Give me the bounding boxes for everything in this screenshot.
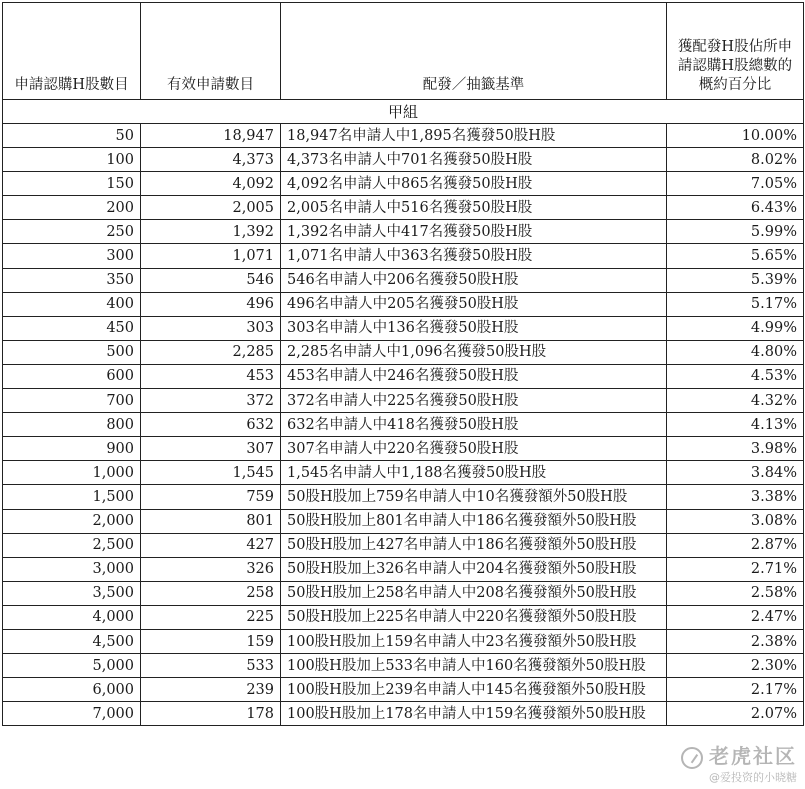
cell-percentage: 4.32%	[667, 389, 804, 413]
table-row	[3, 654, 804, 678]
cell-shares: 450	[3, 316, 141, 340]
table-row	[3, 148, 804, 172]
cell-shares: 5,000	[3, 654, 141, 678]
cell-percentage: 4.80%	[667, 340, 804, 364]
watermark-main-text: 老虎社区	[709, 744, 797, 768]
table-row	[3, 340, 804, 364]
cell-shares: 7,000	[3, 702, 141, 726]
cell-valid-applications: 533	[141, 654, 281, 678]
table-row	[3, 629, 804, 653]
cell-shares: 400	[3, 292, 141, 316]
cell-percentage: 2.58%	[667, 581, 804, 605]
cell-valid-applications: 427	[141, 533, 281, 557]
cell-shares: 700	[3, 389, 141, 413]
table-row	[3, 316, 804, 340]
cell-allocation-basis: 372名申請人中225名獲發50股H股	[281, 389, 667, 413]
cell-allocation-basis: 50股H股加上801名申請人中186名獲發額外50股H股	[281, 509, 667, 533]
cell-percentage: 4.99%	[667, 316, 804, 340]
table-row	[3, 509, 804, 533]
cell-percentage: 5.65%	[667, 244, 804, 268]
cell-percentage: 3.08%	[667, 509, 804, 533]
cell-allocation-basis: 1,545名申請人中1,188名獲發50股H股	[281, 461, 667, 485]
table-row	[3, 702, 804, 726]
cell-percentage: 4.13%	[667, 413, 804, 437]
cell-shares: 150	[3, 172, 141, 196]
table-row	[3, 678, 804, 702]
cell-allocation-basis: 453名申請人中246名獲發50股H股	[281, 364, 667, 388]
cell-allocation-basis: 100股H股加上178名申請人中159名獲發額外50股H股	[281, 702, 667, 726]
cell-allocation-basis: 100股H股加上239名申請人中145名獲發額外50股H股	[281, 678, 667, 702]
cell-allocation-basis: 50股H股加上759名申請人中10名獲發額外50股H股	[281, 485, 667, 509]
cell-valid-applications: 453	[141, 364, 281, 388]
table-row	[3, 461, 804, 485]
cell-shares: 4,000	[3, 605, 141, 629]
cell-shares: 4,500	[3, 629, 141, 653]
cell-allocation-basis: 307名申請人中220名獲發50股H股	[281, 437, 667, 461]
cell-percentage: 3.84%	[667, 461, 804, 485]
watermark-title	[681, 740, 797, 769]
cell-valid-applications: 307	[141, 437, 281, 461]
cell-shares: 800	[3, 413, 141, 437]
table-row	[3, 124, 804, 148]
header-shares: 申請認購H股數目	[3, 3, 141, 100]
cell-allocation-basis: 50股H股加上427名申請人中186名獲發額外50股H股	[281, 533, 667, 557]
table-row	[3, 292, 804, 316]
cell-valid-applications: 258	[141, 581, 281, 605]
cell-valid-applications: 1,071	[141, 244, 281, 268]
cell-valid-applications: 1,545	[141, 461, 281, 485]
header-allocation-basis: 配發／抽籤基準	[281, 3, 667, 100]
cell-percentage: 2.47%	[667, 605, 804, 629]
table-row	[3, 557, 804, 581]
cell-allocation-basis: 100股H股加上533名申請人中160名獲發額外50股H股	[281, 654, 667, 678]
table-row	[3, 220, 804, 244]
cell-shares: 2,500	[3, 533, 141, 557]
table-row	[3, 172, 804, 196]
table-row	[3, 364, 804, 388]
cell-valid-applications: 2,285	[141, 340, 281, 364]
cell-allocation-basis: 1,071名申請人中363名獲發50股H股	[281, 244, 667, 268]
cell-valid-applications: 2,005	[141, 196, 281, 220]
group-label: 甲組	[3, 100, 804, 124]
cell-percentage: 5.99%	[667, 220, 804, 244]
cell-percentage: 6.43%	[667, 196, 804, 220]
cell-allocation-basis: 303名申請人中136名獲發50股H股	[281, 316, 667, 340]
cell-valid-applications: 632	[141, 413, 281, 437]
cell-allocation-basis: 100股H股加上159名申請人中23名獲發額外50股H股	[281, 629, 667, 653]
cell-valid-applications: 1,392	[141, 220, 281, 244]
tiger-logo-icon	[681, 747, 703, 769]
table-row	[3, 244, 804, 268]
cell-shares: 50	[3, 124, 141, 148]
cell-percentage: 4.53%	[667, 364, 804, 388]
cell-percentage: 2.30%	[667, 654, 804, 678]
cell-percentage: 3.38%	[667, 485, 804, 509]
cell-percentage: 2.07%	[667, 702, 804, 726]
table-row	[3, 605, 804, 629]
cell-shares: 2,000	[3, 509, 141, 533]
header-valid-applications: 有效申請數目	[141, 3, 281, 100]
table-row	[3, 196, 804, 220]
cell-allocation-basis: 496名申請人中205名獲發50股H股	[281, 292, 667, 316]
cell-valid-applications: 18,947	[141, 124, 281, 148]
cell-percentage: 2.17%	[667, 678, 804, 702]
group-row	[3, 100, 804, 124]
cell-allocation-basis: 50股H股加上225名申請人中220名獲發額外50股H股	[281, 605, 667, 629]
cell-percentage: 10.00%	[667, 124, 804, 148]
cell-valid-applications: 159	[141, 629, 281, 653]
cell-allocation-basis: 50股H股加上326名申請人中204名獲發額外50股H股	[281, 557, 667, 581]
cell-percentage: 5.17%	[667, 292, 804, 316]
cell-valid-applications: 372	[141, 389, 281, 413]
cell-valid-applications: 759	[141, 485, 281, 509]
cell-shares: 500	[3, 340, 141, 364]
table-row	[3, 268, 804, 292]
table-row	[3, 437, 804, 461]
table-row	[3, 581, 804, 605]
cell-shares: 1,000	[3, 461, 141, 485]
cell-valid-applications: 496	[141, 292, 281, 316]
cell-valid-applications: 225	[141, 605, 281, 629]
cell-allocation-basis: 2,285名申請人中1,096名獲發50股H股	[281, 340, 667, 364]
cell-valid-applications: 4,092	[141, 172, 281, 196]
cell-allocation-basis: 2,005名申請人中516名獲發50股H股	[281, 196, 667, 220]
cell-valid-applications: 4,373	[141, 148, 281, 172]
cell-allocation-basis: 50股H股加上258名申請人中208名獲發額外50股H股	[281, 581, 667, 605]
cell-valid-applications: 239	[141, 678, 281, 702]
cell-shares: 250	[3, 220, 141, 244]
cell-shares: 1,500	[3, 485, 141, 509]
cell-valid-applications: 178	[141, 702, 281, 726]
cell-shares: 350	[3, 268, 141, 292]
cell-shares: 900	[3, 437, 141, 461]
cell-shares: 300	[3, 244, 141, 268]
cell-percentage: 2.87%	[667, 533, 804, 557]
table-row	[3, 389, 804, 413]
cell-shares: 600	[3, 364, 141, 388]
cell-valid-applications: 546	[141, 268, 281, 292]
cell-valid-applications: 303	[141, 316, 281, 340]
cell-allocation-basis: 4,373名申請人中701名獲發50股H股	[281, 148, 667, 172]
cell-shares: 200	[3, 196, 141, 220]
table-row	[3, 533, 804, 557]
cell-shares: 3,500	[3, 581, 141, 605]
cell-shares: 6,000	[3, 678, 141, 702]
header-row	[3, 3, 804, 100]
cell-shares: 3,000	[3, 557, 141, 581]
cell-allocation-basis: 546名申請人中206名獲發50股H股	[281, 268, 667, 292]
cell-percentage: 2.38%	[667, 629, 804, 653]
cell-valid-applications: 801	[141, 509, 281, 533]
cell-percentage: 5.39%	[667, 268, 804, 292]
table-row	[3, 485, 804, 509]
watermark	[681, 740, 797, 785]
cell-valid-applications: 326	[141, 557, 281, 581]
cell-percentage: 3.98%	[667, 437, 804, 461]
cell-allocation-basis: 4,092名申請人中865名獲發50股H股	[281, 172, 667, 196]
cell-percentage: 2.71%	[667, 557, 804, 581]
cell-allocation-basis: 18,947名申請人中1,895名獲發50股H股	[281, 124, 667, 148]
cell-percentage: 8.02%	[667, 148, 804, 172]
cell-shares: 100	[3, 148, 141, 172]
header-percentage: 獲配發H股佔所申請認購H股總數的概約百分比	[667, 3, 804, 100]
watermark-author: @爱投资的小晓糖	[709, 771, 797, 784]
table-row	[3, 413, 804, 437]
allocation-table	[2, 2, 804, 726]
cell-percentage: 7.05%	[667, 172, 804, 196]
cell-allocation-basis: 1,392名申請人中417名獲發50股H股	[281, 220, 667, 244]
cell-allocation-basis: 632名申請人中418名獲發50股H股	[281, 413, 667, 437]
